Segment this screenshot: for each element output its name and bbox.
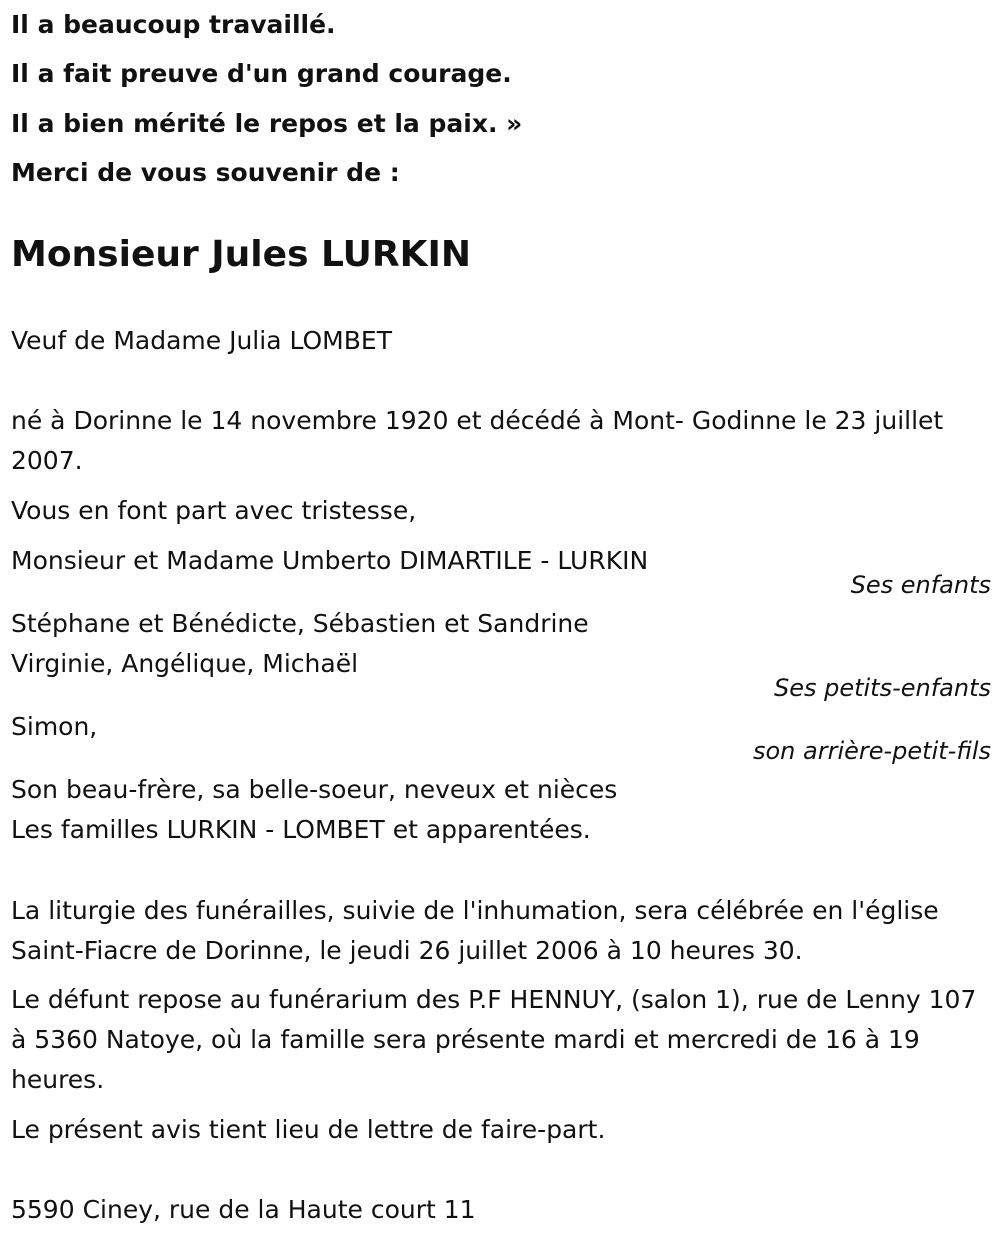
- quote-line-2: Il a fait preuve d'un grand courage.: [11, 59, 512, 88]
- remembrance-intro: Merci de vous souvenir de :: [11, 158, 400, 187]
- birth-death-line: né à Dorinne le 14 novembre 1920 et décédé à Mont- Godinne le 23 juillet 2007.: [11, 406, 944, 475]
- great-grandchild-name: Simon,: [11, 712, 98, 741]
- grandchildren-line-2: Virginie, Angélique, Michaël: [11, 649, 359, 678]
- grandchildren-line-1: Stéphane et Bénédicte, Sébastien et Sandrine: [11, 609, 589, 638]
- deceased-name: Monsieur Jules LURKIN: [11, 234, 472, 275]
- family-line-2: Les familles LURKIN - LOMBET et apparentées.: [11, 815, 591, 844]
- liturgy-paragraph: La liturgie des funérailles, suivie de l'inhumation, sera célébrée en l'église Saint-Fiacre de Dorinne, le jeudi 26 juillet 2006 à 10 heures 30.: [11, 896, 939, 965]
- great-grandchild-label: son arrière-petit-fils: [752, 737, 991, 765]
- notice-line: Le présent avis tient lieu de lettre de faire-part.: [11, 1115, 606, 1144]
- repose-paragraph: Le défunt repose au funérarium des P.F HENNUY, (salon 1), rue de Lenny 107 à 5360 Natoye, où la famille sera présente mardi et mercredi de 16 à 19 heures.: [11, 985, 977, 1094]
- grandchildren-label: Ses petits-enfants: [773, 674, 991, 702]
- quote-line-3: Il a bien mérité le repos et la paix. »: [11, 109, 523, 138]
- announcement-intro: Vous en font part avec tristesse,: [11, 496, 417, 525]
- quote-line-1: Il a beaucoup travaillé.: [11, 10, 336, 39]
- address-line: 5590 Ciney, rue de la Haute court 11: [11, 1195, 476, 1224]
- spouse-line: Veuf de Madame Julia LOMBET: [11, 326, 392, 355]
- children-label: Ses enfants: [850, 571, 991, 599]
- children-names: Monsieur et Madame Umberto DIMARTILE - LURKIN: [11, 546, 649, 575]
- family-line-1: Son beau-frère, sa belle-soeur, neveux et nièces: [11, 775, 618, 804]
